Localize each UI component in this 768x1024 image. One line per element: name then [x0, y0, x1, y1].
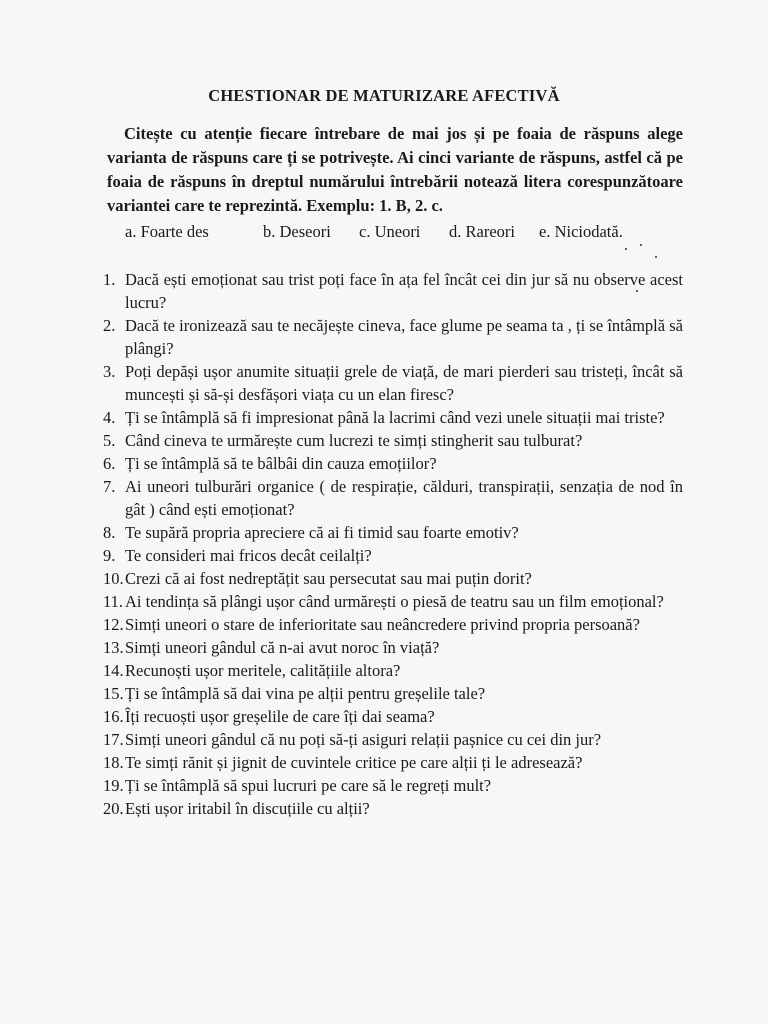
option-d: d. Rareori	[449, 222, 515, 241]
question-text: Simți uneori o stare de inferioritate sau neâncredere privind propria persoană?	[125, 615, 640, 634]
question-text: Crezi că ai fost nedreptățit sau persecutat sau mai puțin dorit?	[125, 569, 532, 588]
question-item	[103, 728, 683, 751]
question-item	[103, 544, 683, 567]
question-number: 14.	[103, 661, 124, 680]
question-number: 11.	[103, 592, 124, 611]
question-text: Ți se întâmplă să fi impresionat până la lacrimi când vezi unele situații mai triste?	[125, 408, 665, 427]
question-number: 15.	[103, 684, 124, 703]
question-number: 18.	[103, 753, 124, 772]
question-text: Ți se întâmplă să spui lucruri pe care să le regreți mult?	[125, 776, 492, 795]
question-number: 9.	[103, 546, 116, 565]
question-number: 6.	[103, 454, 116, 473]
question-text: Poți depăși ușor anumite situații grele de viață, de mari pierderi sau tristeți, încât să muncești și să-și desfășori viața cu un elan firesc?	[125, 362, 683, 404]
question-text: Îți recuoști ușor greșelile de care îți dai seama?	[125, 707, 435, 726]
question-number: 19.	[103, 776, 124, 795]
question-text: Recunoști ușor meritele, calitățiile altora?	[125, 661, 401, 680]
question-item	[103, 567, 683, 590]
scan-speck	[655, 256, 657, 258]
question-number: 16.	[103, 707, 124, 726]
question-text: Dacă te ironizează sau te necăjește cineva, face glume pe seama ta , ți se întâmplă să plângi?	[125, 316, 683, 358]
question-item	[103, 360, 683, 406]
scan-speck	[640, 244, 642, 246]
question-item	[103, 268, 683, 314]
question-item	[103, 774, 683, 797]
question-number: 1.	[103, 270, 116, 289]
question-text: Simți uneori gândul că nu poți să-ți asiguri relații pașnice cu cei din jur?	[125, 730, 602, 749]
question-item	[103, 797, 683, 820]
answer-options	[125, 222, 685, 242]
question-text: Te consideri mai fricos decât ceilalți?	[125, 546, 372, 565]
question-number: 7.	[103, 477, 116, 496]
question-text: Ți se întâmplă să dai vina pe alții pentru greșelile tale?	[125, 684, 486, 703]
question-list	[0, 268, 768, 820]
option-a: a. Foarte des	[125, 222, 209, 241]
question-text: Când cineva te urmărește cum lucrezi te simți stingherit sau tulburat?	[125, 431, 583, 450]
question-text: Te simți rănit și jignit de cuvintele critice pe care alții ți le adresează?	[125, 753, 583, 772]
question-number: 5.	[103, 431, 116, 450]
question-item	[103, 659, 683, 682]
question-number: 2.	[103, 316, 116, 335]
question-text: Simți uneori gândul că n-ai avut noroc în viață?	[125, 638, 440, 657]
question-number: 4.	[103, 408, 116, 427]
question-item	[103, 613, 683, 636]
question-item	[103, 429, 683, 452]
question-item	[103, 452, 683, 475]
question-text: Ai tendința să plângi ușor când urmărești o piesă de teatru sau un film emoțional?	[125, 592, 664, 611]
question-text: Ești ușor iritabil în discuțiile cu alții?	[125, 799, 370, 818]
question-item	[103, 705, 683, 728]
scan-speck	[636, 290, 638, 292]
question-item	[103, 590, 683, 613]
question-number: 13.	[103, 638, 124, 657]
option-e: e. Niciodată.	[539, 222, 623, 241]
scan-speck	[625, 248, 627, 250]
page-title: CHESTIONAR DE MATURIZARE AFECTIVĂ	[208, 86, 560, 105]
question-item	[103, 521, 683, 544]
question-item	[103, 682, 683, 705]
question-number: 8.	[103, 523, 116, 542]
question-item	[103, 475, 683, 521]
option-b: b. Deseori	[263, 222, 331, 241]
question-text: Ai uneori tulburări organice ( de respirație, călduri, transpirații, senzația de nod în gât ) când ești emoționat?	[125, 477, 683, 519]
question-text: Ți se întâmplă să te bâlbâi din cauza emoțiilor?	[125, 454, 437, 473]
question-item	[103, 314, 683, 360]
question-number: 10.	[103, 569, 124, 588]
instructions-paragraph: Citește cu atenție fiecare întrebare de mai jos și pe foaia de răspuns alege varianta de răspuns care ți se potrivește. Ai cinci variante de răspuns, astfel că pe foaia de răspuns în dreptul numărului întrebării notează litera corespunzătoare variantei care te reprezintă. Exemplu: 1. B, 2. c.	[107, 124, 683, 215]
question-text: Te supără propria apreciere că ai fi timid sau foarte emotiv?	[125, 523, 519, 542]
question-item	[103, 406, 683, 429]
question-number: 12.	[103, 615, 124, 634]
question-item	[103, 636, 683, 659]
question-text: Dacă ești emoționat sau trist poți face în ața fel încât cei din jur să nu observe acest lucru?	[125, 270, 683, 312]
question-number: 17.	[103, 730, 124, 749]
question-number: 20.	[103, 799, 124, 818]
option-c: c. Uneori	[359, 222, 421, 241]
question-item	[103, 751, 683, 774]
question-number: 3.	[103, 362, 116, 381]
